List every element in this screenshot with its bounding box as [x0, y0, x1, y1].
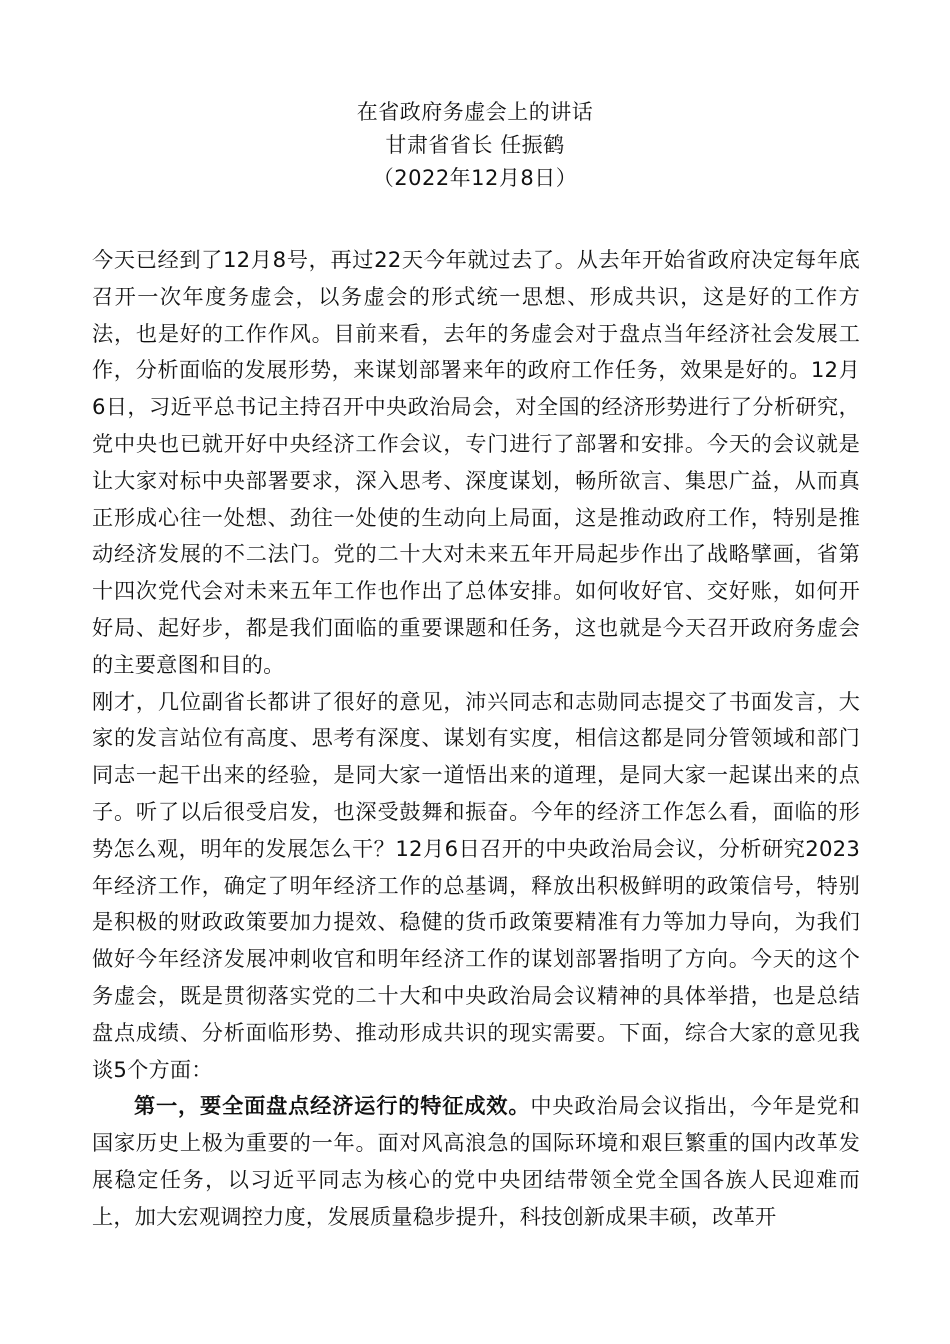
paragraph-first-point — [92, 1088, 860, 1235]
paragraph-text: 中央政治局会议指出，今年是党和国家历史上极为重要的一年。面对风高浪急的国际环境和艰巨繁重的国内改革发展稳定任务，以习近平同志为核心的党中央团结带领全党全国各族人民迎难而上，加大宏观调控力度，发展质量稳步提升，科技创新成果丰硕，改革开 — [92, 1093, 860, 1229]
paragraph-feedback — [92, 684, 860, 1089]
document-header — [0, 96, 950, 195]
paragraph-text: 刚才，几位副省长都讲了很好的意见，沛兴同志和志勋同志提交了书面发言，大家的发言站位有高度、思考有深度、谋划有实度，相信这都是同分管领域和部门同志一起干出来的经验，是同大家一道悟出来的道理，是同大家一起谋出来的点子。听了以后很受启发，也深受鼓舞和振奋。今年的经济工作怎么看，面临的形势怎么观，明年的发展怎么干？12月6日召开的中央政治局会议，分析研究2023年经济工作，确定了明年经济工作的总基调，释放出积极鲜明的政策信号，特别是积极的财政政策要加力提效、稳健的货币政策要精准有力等加力导向，为我们做好今年经济发展冲刺收官和明年经济工作的谋划部署指明了方向。今天的这个务虚会，既是贯彻落实党的二十大和中央政治局会议精神的具体举措，也是总结盘点成绩、分析面临形势、推动形成共识的现实需要。下面，综合大家的意见我谈5个方面： — [92, 688, 860, 1082]
paragraph-text: 今天已经到了12月8号，再过22天今年就过去了。从去年开始省政府决定每年底召开一次年度务虚会，以务虚会的形式统一思想、形成共识，这是好的工作方法，也是好的工作作风。目前来看，去年的务虚会对于盘点当年经济社会发展工作，分析面临的发展形势，来谋划部署来年的政府工作任务，效果是好的。12月6日，习近平总书记主持召开中央政治局会，对全国的经济形势进行了分析研究，党中央也已就开好中央经济工作会议，专门进行了部署和安排。今天的会议就是让大家对标中央部署要求，深入思考、深度谋划，畅所欲言、集思广益，从而真正形成心往一处想、劲往一处使的生动向上局面，这是推动政府工作，特别是推动经济发展的不二法门。党的二十大对未来五年开局起步作出了战略擘画，省第十四次党代会对未来五年工作也作出了总体安排。如何收好官、交好账，如何开好局、起好步，都是我们面临的重要课题和任务，这也就是今天召开政府务虚会的主要意图和目的。 — [92, 247, 860, 677]
paragraph-opening — [92, 242, 860, 684]
speaker-line: 甘肃省省长 任振鹤 — [385, 133, 565, 157]
section-heading-bold: 第一，要全面盘点经济运行的特征成效。 — [134, 1093, 531, 1119]
document-body — [92, 242, 860, 1236]
speech-date: （2022年12月8日） — [372, 166, 578, 190]
document-title: 在省政府务虚会上的讲话 — [356, 100, 594, 124]
